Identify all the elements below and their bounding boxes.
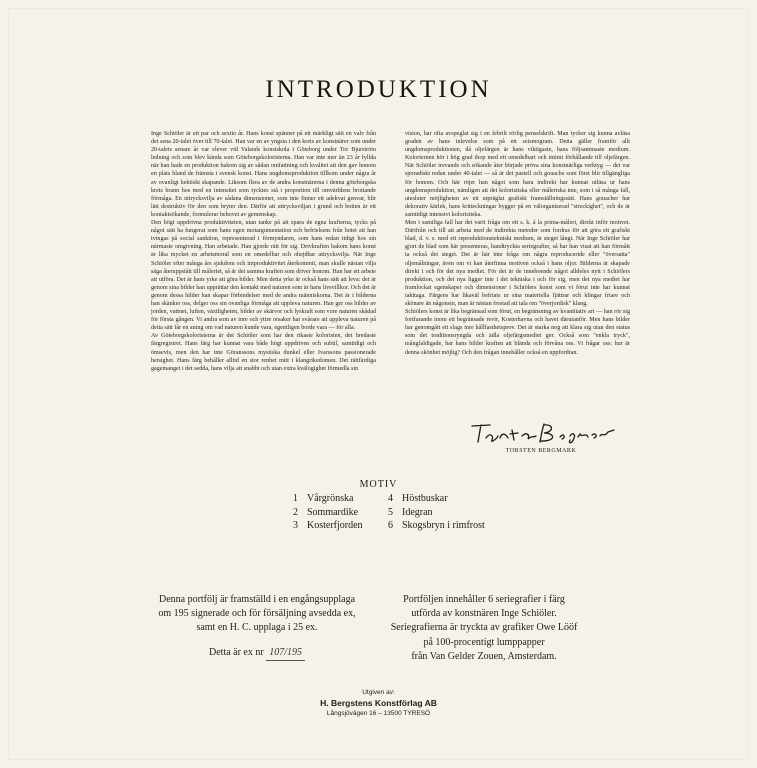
portfolio-line: från Van Gelder Zouen, Amsterdam.: [411, 650, 557, 662]
intro-paragraph: Den högt uppdrivna produktiviteten, utan tanke på att spara de egna krafterna, tycks på något sätt ha fungerat som hans egen motargumentation och befrielsens från hotet att han tvingas på social sanktion, representerad i förmyndaren, som hans redan tidigt hos sin närmaste omgivning. Han arbetade. Han gjorde rätt för sig. Drivkraften bakom hans konst är lika mycket en arbetsmoral som en omedelbar och ohejdbar uttrycksvilja. När Inge Schiöler efter många års sjukdom och improduktivitet återkommit, man skulle nästan vilja säga återuppstått till måleriet, så är det samma kraften som driver honom. Han har ett arbete att utföra. Det är hans yrke att göra bilder. Men detta yrke är också hans sätt att leva: det är genom sina bilder han upprättar den kontakt med naturen som är hans livsvillkor. Och det är genom dessa bilder han skapar förbindelser med de andra människorna. Det är i bilderna han skänker oss, delger oss sin ovanliga förmåga att uppleva naturen. Han ger oss bilder av jorden, vattnet, luften, växtligheten, bilder av skärvor och lyskraft som vore naturen skådad för första gången. Vi andra som av inre och yttre orsaker har svårare att uppleva naturen på detta sätt får en aning om vad naturen kunde vara, egentligen borde vara — för alla.: [151, 220, 376, 332]
author-name: TORSTEN BERGMARK: [505, 448, 577, 454]
motiv-item: [293, 519, 363, 533]
publisher-address: Långsjövägen 16 – 13500 TYRESÖ: [326, 710, 431, 717]
motiv-label: Kosterfjorden: [307, 520, 363, 531]
portfolio-info: [378, 593, 590, 664]
motiv-number: 2: [293, 506, 298, 518]
edition-line: Denna portfölj är framställd i en engångsupplaga: [158, 594, 356, 605]
handwritten-signature: [468, 420, 618, 446]
publisher-name: H. Bergstens Konstförlag AB: [320, 698, 437, 708]
portfolio-line: utförda av konstnären Inge Schiöler.: [411, 608, 557, 620]
copy-number-label: Detta är ex nr: [209, 646, 264, 658]
motiv-item: [293, 492, 363, 506]
portfolio-line: Seriegrafierna är tryckta av grafiker Owe Lööf: [390, 622, 578, 634]
copy-number-line: [142, 646, 372, 661]
intro-column-right: [405, 130, 630, 420]
motiv-list-left: [293, 492, 363, 533]
intro-paragraph: Men i samtliga fall har det varit fråga om ett s. k. å la prima-måleri, direkt inför motivet. Därifrån och till att arbeta med de indirekta metoder som fordras för att göra ett grafiskt blad, d. v. s. med ett reproduktionstekniskt medium, är steget långt. När Inge Schiöler har gjort de blad som här presenteras, handtryckta seriegrafier, så har han visat att han förmått ta också det steget. Det är här inte fråga om några reproduceride eller "översatta" oljemålningar, även om vi kan återfinna motiven också i hans oljor. Bilderna är skapade direkt i och för det nya mediet. För det är de inneboende något alldeles nytt i Schiölers produktion, och det nya ligger inte i det tekniska i och för sig, men det nya mediet har framlockat egenskaper och dimensioner i Schiölers konst som vi förut inte har kunnat iakttaga. Färgens har likaväl befriats ur sina materiella fjättrar och klingar friare och skönare än någonsin, man är nästan frestad att tala om "överjordisk" klang.: [405, 220, 630, 307]
edition-line: om 195 signerade och för försäljning avsedda ex,: [158, 608, 356, 620]
motiv-item: [388, 506, 485, 520]
motiv-item: [293, 506, 363, 520]
copy-number-value: 107/195: [266, 646, 305, 661]
motiv-label: Vårgrönska: [307, 493, 354, 504]
intro-paragraph: Av Göteborgskoloristerna är det Schiöler som har den rikaste koloristen, det bredaste färgregistret. Hans färg har kunnat vara både högt uppdriven och subtil, samtidigt och ömsevis, men den har inte Göranssons mystiska dunkel eller Ivarssons passionerade hetsighet. Hans färg behåller alltid en stor renhet mitt i klangrikedomen. Det rättfärdiga gagemanget i det sedda, hans vilja att snabbt och utan extra kvälogighet förmedla sin: [151, 333, 376, 372]
intro-paragraph: vision, har ofta avspeglat sig i en febrilt rörlig penselskrift. Man tycker sig kunna avläsa graden av hans inlevelse som på ett seismogram. Detta gäller framför allt ungdomsproduktionen, då oljefärgen är hans viktigaste, hans följsammaste medium. Koloriernen hör i hög grad ihop med ett omedelbart och intimt förhållande till oljefärgen. När Schiöler trevande och sökande åter började pröva sina konstnärliga verktyg — det var sporadiskt redan under 40-talet — så är det pastell och gouache som först blir tillgängliga för honom. Och här röjer han något som bara indirekt har kunnat utläsa ur hans ungdomsproduktion, nämligen att det koloristiska eller måleriska inte, som i så många fall, utesluter möjligheten av ett utpräglat grafiskt framställningssätt. Hans gouacher har dekorativ kärlek, hans kritteckningar bygger på en välorganiserad "streckighet", och de är samtidigt intensivt koloristiska.: [405, 131, 630, 218]
motiv-number: 5: [388, 506, 393, 518]
intro-paragraph: Schiölers konst är lika begränsad som förut, en begränsning av kvantitativ art — han rör sig fortfarande inom ett begränsade revir, Kosterhavna och havet därutanför. Men hans bilder har genomgått ett slags inre hållfasthetsprov. Det är starka nog att klara sig utan den status som det traditionsryngda och ädla oljefärgsmediet ger. Också som "enkla tryck", mångfaldigade, har hans bilder kraften att blända och förvåna oss. Vi frågar oss: hur är denna skönhet möjlig? Och den frågan innehåller också en uppfordran.: [405, 309, 630, 356]
motiv-label: Sommardike: [307, 506, 359, 518]
motiv-item: [388, 492, 485, 506]
motiv-list-right: [388, 492, 485, 533]
motiv-item: [388, 519, 485, 533]
publisher-label: Utgiven av:: [362, 689, 395, 696]
intro-paragraph: Inge Schiöler är ett par och sextio år. Hans konst spänner på ett märkligt sätt en valv från det sena 20-talet över till 70-talet. Han var en av yngsta i den krets av konstnärer som under 20-talets senare år var elever vid Valands konstskola i Göteborg under Tor Bjurström ledning och som blev kända som Göteborgskoloristerna. Han var inte mer än 23 år fyllda när han hade en produktion bakom sig av sådan omfattning och kvalitet att den gav honom en plats bland de främsta i svensk konst. Hans ungdomsproduktion tillkom under några år av ovanligt hektiskt skapande. Liksom flera av de andra konstnärerna i denna göteborgska krets brann hos med en intensitet som tycktes stå i proportion till omvärldens brottande förmåga. En uttrycksvilja av sådana dimensioner, som inte finner ett adekvat genvar, blir lätt destruktiv för den som bryter den. Därför att uttrycksviljan i grund och botten är ett kontaktsökande, formulerar behovet av gemenskap.: [151, 131, 376, 218]
portfolio-line: på 100-procentigt lumppapper: [423, 636, 545, 648]
page-title: INTRODUKTION: [265, 76, 492, 103]
motiv-label: Skogsbryn i rimfrost: [402, 520, 485, 531]
motiv-number: 4: [388, 493, 393, 504]
motiv-number: 6: [388, 520, 393, 531]
edition-info: [142, 593, 372, 661]
intro-column-left: [151, 130, 376, 452]
portfolio-line: Portföljen innehåller 6 seriegrafier i färg: [403, 594, 565, 605]
motiv-label: Höstbuskar: [402, 493, 448, 504]
motiv-number: 3: [293, 520, 298, 531]
edition-line: samt en H. C. upplaga i 25 ex.: [196, 622, 318, 634]
motiv-number: 1: [293, 493, 298, 504]
publisher-block: [0, 689, 757, 717]
motiv-label: Idegran: [402, 506, 433, 518]
motiv-heading: MOTIV: [359, 479, 398, 490]
